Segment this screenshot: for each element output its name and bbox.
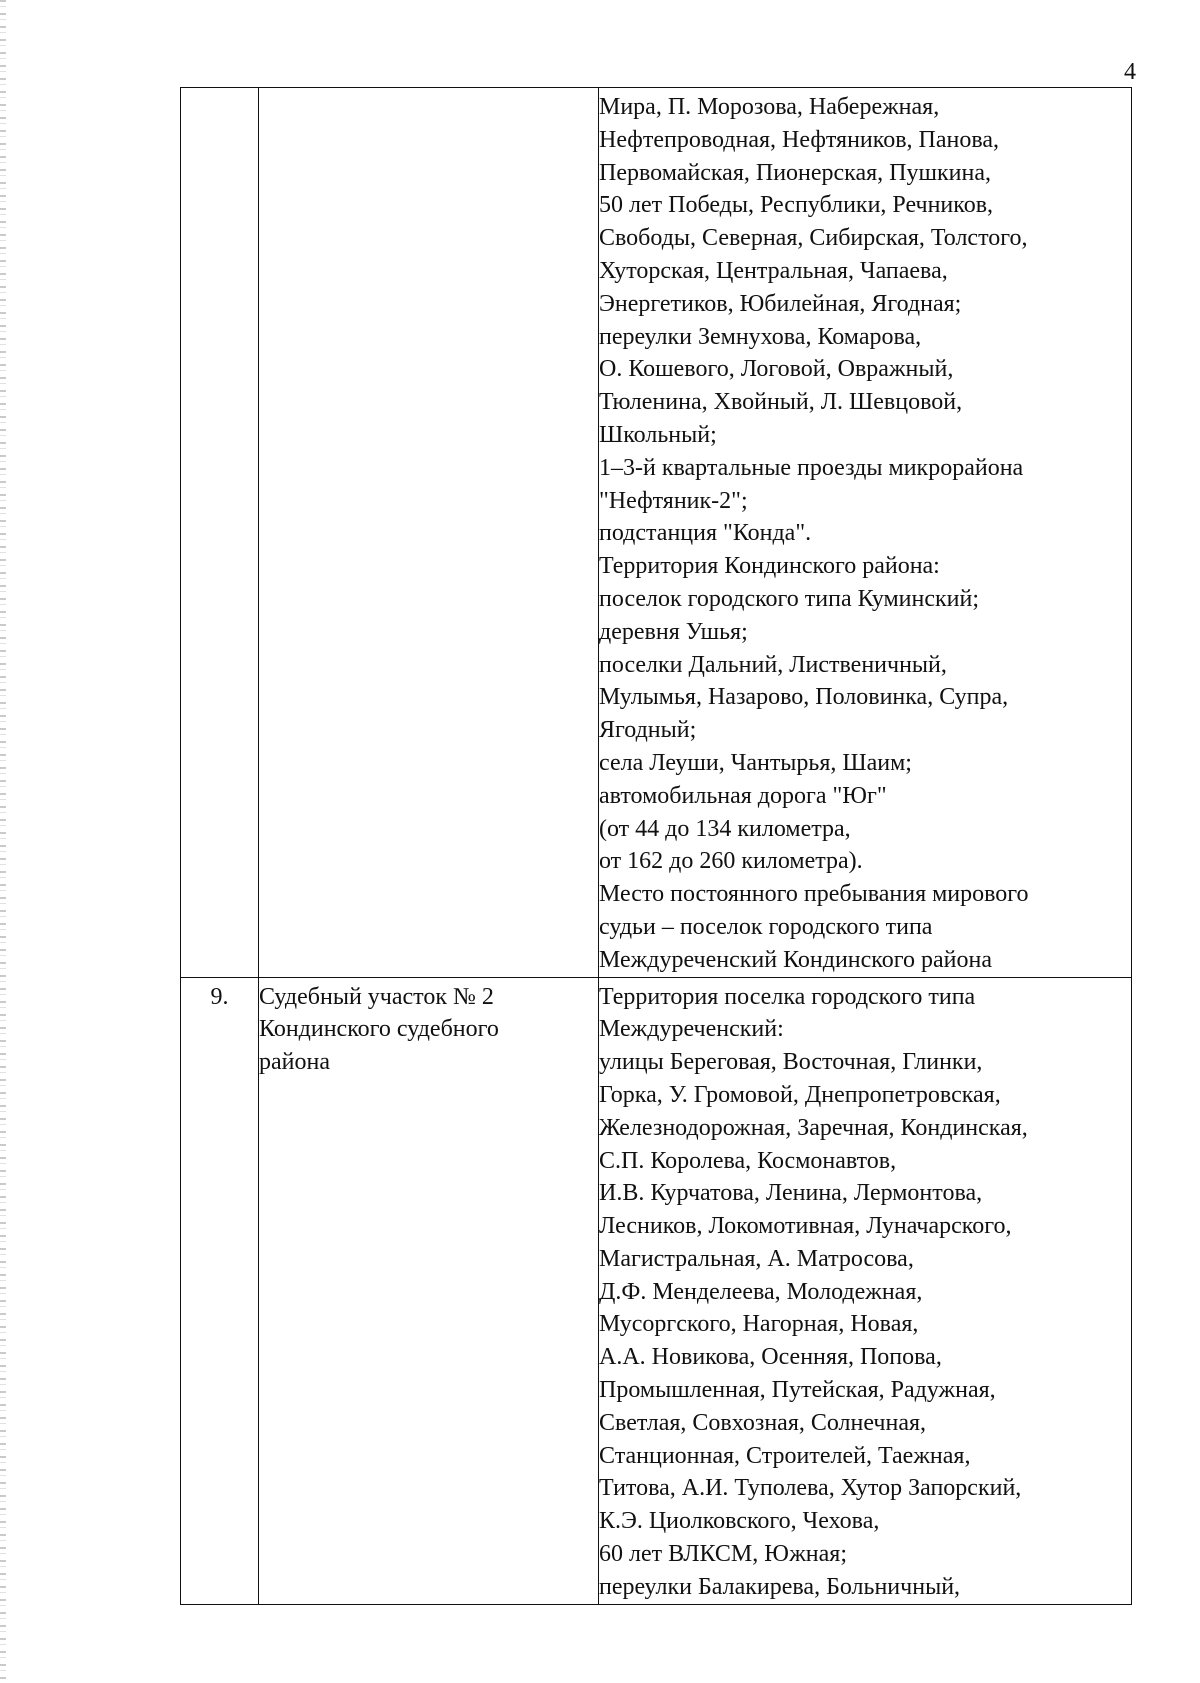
territory-line: судьи – поселок городского типа [599, 913, 933, 940]
territory-line: Энергетиков, Юбилейная, Ягодная; [599, 290, 962, 317]
territory-line: Территория поселка городского типа [599, 983, 976, 1010]
court-districts-table [180, 87, 1132, 1605]
table-row [181, 88, 1132, 978]
territory-line: Светлая, Совхозная, Солнечная, [599, 1409, 927, 1436]
territory-line: Первомайская, Пионерская, Пушкина, [599, 159, 991, 186]
territory-line: О. Кошевого, Логовой, Овражный, [599, 356, 954, 383]
territory-line: Мулымья, Назарово, Половинка, Супра, [599, 684, 1009, 711]
district-name [259, 88, 599, 978]
territory-line: поселок городского типа Куминский; [599, 585, 980, 612]
territory-description [599, 88, 1132, 978]
territory-line: Свободы, Северная, Сибирская, Толстого, [599, 225, 1028, 252]
territory-line: переулки Балакирева, Больничный, [599, 1573, 961, 1600]
territory-line: "Нефтяник-2"; [599, 487, 748, 514]
territory-line: поселки Дальний, Лиственичный, [599, 651, 947, 678]
district-name-line: района [259, 1049, 330, 1076]
territory-description [599, 977, 1132, 1604]
territory-line: 1–3-й квартальные проезды микрорайона [599, 454, 1024, 481]
territory-line: Мира, П. Морозова, Набережная, [599, 94, 940, 120]
territory-line: от 162 до 260 километра). [599, 848, 863, 875]
territory-line: А.А. Новикова, Осенняя, Попова, [599, 1344, 942, 1371]
territory-line: Хуторская, Центральная, Чапаева, [599, 257, 948, 284]
territory-line: подстанция "Конда". [599, 520, 812, 547]
scan-edge-artifact [0, 0, 6, 1683]
territory-line: Междуреченский Кондинского района [599, 946, 992, 973]
territory-line: села Леуши, Чантырья, Шаим; [599, 749, 912, 776]
territory-line: Школьный; [599, 421, 717, 448]
territory-line: И.В. Курчатова, Ленина, Лермонтова, [599, 1180, 983, 1207]
territory-line: Титова, А.И. Туполева, Хутор Запорский, [599, 1475, 1022, 1502]
territory-line: Тюленина, Хвойный, Л. Шевцовой, [599, 389, 963, 416]
territory-line: Д.Ф. Менделеева, Молодежная, [599, 1278, 923, 1305]
territory-line: Нефтепроводная, Нефтяников, Панова, [599, 126, 1000, 153]
territory-line: улицы Береговая, Восточная, Глинки, [599, 1049, 983, 1076]
district-name [259, 977, 599, 1604]
territory-line: Лесников, Локомотивная, Луначарского, [599, 1213, 1012, 1240]
territory-line: Мусоргского, Нагорная, Новая, [599, 1311, 919, 1338]
row-number [181, 88, 259, 978]
territory-line: 60 лет ВЛКСМ, Южная; [599, 1541, 847, 1568]
table-row [181, 977, 1132, 1604]
district-name-line: Кондинского судебного [259, 1016, 499, 1043]
territory-line: переулки Земнухова, Комарова, [599, 323, 922, 350]
territory-line: Станционная, Строителей, Таежная, [599, 1442, 971, 1469]
territory-line: Ягодный; [599, 717, 697, 744]
territory-line: Территория Кондинского района: [599, 553, 940, 580]
territory-line: Место постоянного пребывания мирового [599, 881, 1029, 908]
page-number: 4 [1124, 59, 1136, 85]
territory-line: автомобильная дорога "Юг" [599, 782, 887, 809]
district-name-line: Судебный участок № 2 [259, 983, 494, 1010]
territory-line: Горка, У. Громовой, Днепропетровская, [599, 1081, 1001, 1108]
territory-line: Магистральная, А. Матросова, [599, 1245, 914, 1272]
territory-line: 50 лет Победы, Республики, Речников, [599, 192, 994, 219]
territory-line: деревня Ушья; [599, 618, 748, 645]
territory-line: Промышленная, Путейская, Радужная, [599, 1377, 996, 1404]
territory-line: К.Э. Циолковского, Чехова, [599, 1508, 880, 1535]
territory-line: Железнодорожная, Заречная, Кондинская, [599, 1114, 1028, 1141]
row-number: 9. [181, 977, 259, 1604]
territory-line: С.П. Королева, Космонавтов, [599, 1147, 897, 1174]
territory-line: (от 44 до 134 километра, [599, 815, 851, 842]
territory-line: Междуреченский: [599, 1016, 784, 1043]
